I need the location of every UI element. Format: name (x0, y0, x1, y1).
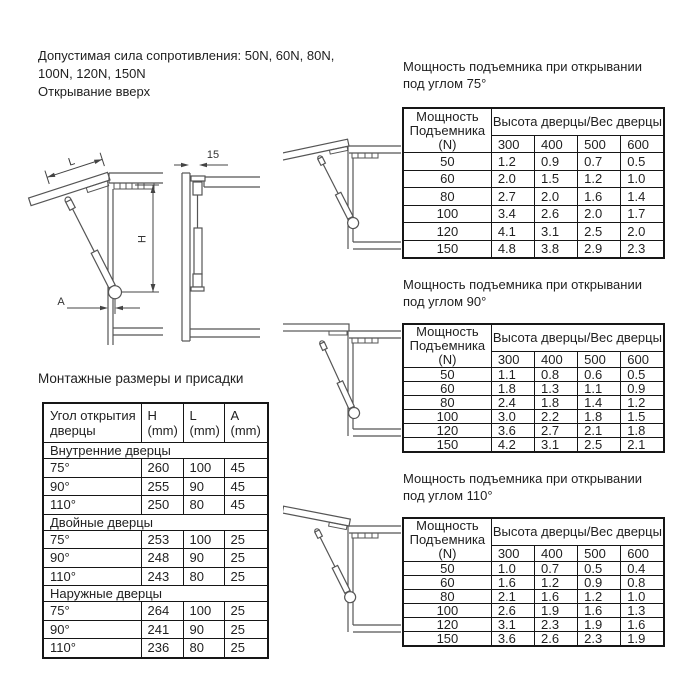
value-cell: 0.9 (578, 576, 621, 590)
value-cell: 100 (183, 530, 224, 549)
cabinet (348, 331, 401, 436)
power-section-110 (403, 470, 665, 647)
mounting-header-angle: Угол открытия дверцы (43, 403, 141, 443)
value-cell: 1.3 (621, 604, 664, 618)
value-cell: 100 (183, 602, 224, 621)
table-row (403, 424, 664, 438)
row-label-cell: 60 (403, 170, 491, 188)
value-cell: 1.5 (534, 170, 577, 188)
value-cell: 1.2 (534, 576, 577, 590)
power-title-75 (403, 58, 665, 92)
row-label-cell: 50 (403, 562, 491, 576)
mounting-header-row (43, 403, 268, 443)
power-header-row (403, 324, 664, 352)
power-group-header: Высота дверцы/Вес дверцы (491, 518, 664, 546)
table-row (43, 639, 268, 658)
intro-line: Открывание вверх (38, 84, 151, 99)
title-line: под углом 110° (403, 488, 493, 503)
value-cell: 2.6 (534, 205, 577, 223)
cabinet-top-panel (109, 173, 163, 183)
value-cell: 1.6 (491, 576, 534, 590)
row-label-cell: 150 (403, 632, 491, 647)
row-label-cell: 90° (43, 549, 141, 568)
power-section-90 (403, 276, 665, 453)
value-cell: 2.7 (491, 188, 534, 206)
value-cell: 2.3 (534, 618, 577, 632)
power-section-75 (403, 58, 665, 259)
value-cell: 253 (141, 530, 183, 549)
value-cell: 25 (224, 530, 268, 549)
value-cell: 3.6 (491, 424, 534, 438)
value-cell: 1.8 (491, 382, 534, 396)
value-cell: 2.0 (491, 170, 534, 188)
value-cell: 0.4 (621, 562, 664, 576)
value-cell: 25 (224, 549, 268, 568)
subheader-500: 500 (578, 546, 621, 562)
value-cell: 1.7 (621, 205, 664, 223)
dimension-L-label: L (66, 155, 77, 169)
value-cell: 2.3 (578, 632, 621, 647)
subheader-600: 600 (621, 136, 664, 153)
diagram-110-degrees (283, 493, 401, 643)
mounting-title: Монтажные размеры и присадки (38, 371, 244, 386)
value-cell: 45 (224, 459, 268, 478)
value-cell: 0.5 (621, 368, 664, 382)
table-row (43, 586, 268, 602)
value-cell: 243 (141, 567, 183, 586)
power-group-header: Высота дверцы/Вес дверцы (491, 108, 664, 136)
value-cell: 45 (224, 496, 268, 515)
table-row (43, 549, 268, 568)
row-label-cell: 150 (403, 438, 491, 453)
value-cell: 1.0 (491, 562, 534, 576)
row-label-cell: 80 (403, 188, 491, 206)
intro-line: 100N, 120N, 150N (38, 66, 146, 81)
table-row (43, 443, 268, 459)
table-row (403, 632, 664, 647)
section-row-cell: Двойные дверцы (43, 514, 268, 530)
value-cell: 1.5 (621, 410, 664, 424)
intro-text (38, 47, 334, 101)
cabinet-side-panel (108, 183, 113, 345)
mounting-header-h: H (mm) (141, 403, 183, 443)
power-table-90 (402, 323, 665, 453)
dimension-A-label: A (57, 296, 65, 308)
table-row (403, 240, 664, 258)
section-row-cell: Наружные дверцы (43, 586, 268, 602)
value-cell: 2.6 (491, 604, 534, 618)
table-row (43, 530, 268, 549)
row-label-cell: 90° (43, 620, 141, 639)
mounting-plate (114, 183, 154, 189)
value-cell: 25 (224, 639, 268, 658)
value-cell: 3.6 (491, 632, 534, 647)
title-line: Мощность подъемника при открывании (403, 471, 642, 486)
row-label-cell: 80 (403, 396, 491, 410)
row-label-cell: 60 (403, 576, 491, 590)
row-label-cell: 100 (403, 604, 491, 618)
door-open (283, 506, 350, 530)
value-cell: 100 (183, 459, 224, 478)
power-table-110 (402, 517, 665, 647)
value-cell: 264 (141, 602, 183, 621)
title-line: Мощность подъемника при открывании (403, 277, 642, 292)
value-cell: 4.1 (491, 223, 534, 241)
power-table-75 (402, 107, 665, 259)
cabinet (348, 526, 401, 632)
table-row (43, 567, 268, 586)
value-cell: 1.2 (578, 170, 621, 188)
value-cell: 2.6 (534, 632, 577, 647)
row-label-cell: 100 (403, 410, 491, 424)
main-open-door-diagram (25, 136, 165, 348)
table-row (43, 459, 268, 478)
mounting-table (42, 402, 269, 659)
value-cell: 2.0 (534, 188, 577, 206)
value-cell: 250 (141, 496, 183, 515)
table-row (403, 410, 664, 424)
section-row-cell: Внутренние дверцы (43, 443, 268, 459)
table-row (403, 223, 664, 241)
intro-line: Допустимая сила сопротивления: 50N, 60N, 80N, (38, 48, 335, 63)
value-cell: 1.9 (578, 618, 621, 632)
table-row (403, 562, 664, 576)
subheader-600: 600 (621, 352, 664, 368)
dimension-H-label: H (136, 235, 149, 243)
table-row (403, 170, 664, 188)
table-row (43, 602, 268, 621)
value-cell: 25 (224, 602, 268, 621)
table-row (43, 514, 268, 530)
value-cell: 1.2 (491, 153, 534, 171)
gas-strut (315, 156, 360, 231)
value-cell: 45 (224, 477, 268, 496)
power-header-row (403, 518, 664, 546)
table-row (403, 382, 664, 396)
value-cell: 3.8 (534, 240, 577, 258)
value-cell: 1.6 (621, 618, 664, 632)
row-label-cell: 120 (403, 424, 491, 438)
subheader-400: 400 (534, 546, 577, 562)
value-cell: 2.2 (534, 410, 577, 424)
value-cell: 1.0 (621, 590, 664, 604)
value-cell: 25 (224, 567, 268, 586)
subheader-400: 400 (534, 352, 577, 368)
value-cell: 2.7 (534, 424, 577, 438)
value-cell: 2.3 (621, 240, 664, 258)
row-label-cell: 100 (403, 205, 491, 223)
row-label-cell: 110° (43, 639, 141, 658)
subheader-300: 300 (491, 136, 534, 153)
value-cell: 0.9 (621, 382, 664, 396)
table-row (403, 590, 664, 604)
table-row (43, 477, 268, 496)
subheader-400: 400 (534, 136, 577, 153)
door-open (283, 324, 349, 335)
cabinet-bottom-panel (190, 329, 260, 337)
value-cell: 3.0 (491, 410, 534, 424)
value-cell: 3.1 (491, 618, 534, 632)
value-cell: 1.8 (621, 424, 664, 438)
value-cell: 1.6 (578, 188, 621, 206)
power-col1-header: Мощность Подъемника (N) (403, 324, 491, 368)
subheader-500: 500 (578, 136, 621, 153)
door-closed (182, 173, 190, 341)
value-cell: 0.8 (621, 576, 664, 590)
subheader-300: 300 (491, 546, 534, 562)
table-row (403, 153, 664, 171)
cabinet-bottom-panel (113, 328, 163, 335)
value-cell: 1.1 (578, 382, 621, 396)
value-cell: 4.2 (491, 438, 534, 453)
value-cell: 241 (141, 620, 183, 639)
subheader-300: 300 (491, 352, 534, 368)
table-row (43, 496, 268, 515)
power-col1-header: Мощность Подъемника (N) (403, 518, 491, 562)
value-cell: 2.0 (621, 223, 664, 241)
value-cell: 1.2 (621, 396, 664, 410)
value-cell: 3.1 (534, 438, 577, 453)
value-cell: 1.9 (534, 604, 577, 618)
dimension-H (122, 185, 159, 292)
gas-strut (63, 197, 124, 301)
mounting-header-l: L (mm) (183, 403, 224, 443)
value-cell: 248 (141, 549, 183, 568)
value-cell: 0.5 (578, 562, 621, 576)
row-label-cell: 150 (403, 240, 491, 258)
value-cell: 2.1 (491, 590, 534, 604)
value-cell: 1.8 (578, 410, 621, 424)
value-cell: 0.7 (534, 562, 577, 576)
value-cell: 2.5 (578, 223, 621, 241)
title-line: Мощность подъемника при открывании (403, 59, 642, 74)
row-label-cell: 110° (43, 567, 141, 586)
row-label-cell: 75° (43, 459, 141, 478)
value-cell: 2.4 (491, 396, 534, 410)
value-cell: 0.9 (534, 153, 577, 171)
title-line: под углом 75° (403, 76, 487, 91)
value-cell: 2.0 (578, 205, 621, 223)
power-title-90 (403, 276, 665, 310)
power-group-header: Высота дверцы/Вес дверцы (491, 324, 664, 352)
value-cell: 2.1 (578, 424, 621, 438)
value-cell: 1.6 (534, 590, 577, 604)
table-row (403, 438, 664, 453)
value-cell: 1.9 (621, 632, 664, 647)
row-label-cell: 80 (403, 590, 491, 604)
value-cell: 1.0 (621, 170, 664, 188)
table-row (403, 618, 664, 632)
row-label-cell: 75° (43, 602, 141, 621)
row-label-cell: 60 (403, 382, 491, 396)
value-cell: 90 (183, 549, 224, 568)
value-cell: 90 (183, 477, 224, 496)
diagram-90-degrees (283, 318, 401, 444)
value-cell: 1.6 (578, 604, 621, 618)
row-label-cell: 75° (43, 530, 141, 549)
value-cell: 80 (183, 639, 224, 658)
value-cell: 25 (224, 620, 268, 639)
table-row (43, 620, 268, 639)
value-cell: 1.3 (534, 382, 577, 396)
gas-strut (312, 529, 357, 605)
closed-door-diagram (172, 136, 260, 348)
subheader-500: 500 (578, 352, 621, 368)
cabinet (348, 146, 401, 249)
value-cell: 1.8 (534, 396, 577, 410)
value-cell: 255 (141, 477, 183, 496)
title-line: под углом 90° (403, 294, 487, 309)
mounting-header-a: A (mm) (224, 403, 268, 443)
value-cell: 0.6 (578, 368, 621, 382)
power-col1-header: Мощность Подъемника (N) (403, 108, 491, 153)
power-header-row (403, 108, 664, 136)
dimension-15-label: 15 (206, 149, 220, 161)
value-cell: 80 (183, 496, 224, 515)
value-cell: 1.4 (578, 396, 621, 410)
value-cell: 236 (141, 639, 183, 658)
value-cell: 2.1 (621, 438, 664, 453)
value-cell: 80 (183, 567, 224, 586)
power-title-110 (403, 470, 665, 504)
row-label-cell: 120 (403, 618, 491, 632)
value-cell: 1.2 (578, 590, 621, 604)
gas-strut-closed (191, 176, 205, 291)
value-cell: 3.4 (491, 205, 534, 223)
value-cell: 3.1 (534, 223, 577, 241)
dimension-A (57, 296, 140, 314)
value-cell: 0.7 (578, 153, 621, 171)
table-row (403, 188, 664, 206)
table-row (403, 396, 664, 410)
value-cell: 90 (183, 620, 224, 639)
table-row (403, 576, 664, 590)
row-label-cell: 50 (403, 153, 491, 171)
value-cell: 1.4 (621, 188, 664, 206)
value-cell: 4.8 (491, 240, 534, 258)
table-row (403, 205, 664, 223)
row-label-cell: 90° (43, 477, 141, 496)
cabinet-top-panel (204, 177, 260, 187)
row-label-cell: 120 (403, 223, 491, 241)
value-cell: 0.5 (621, 153, 664, 171)
door-open (283, 139, 350, 164)
value-cell: 2.9 (578, 240, 621, 258)
value-cell: 2.5 (578, 438, 621, 453)
gas-strut (317, 341, 361, 421)
table-row (403, 604, 664, 618)
value-cell: 1.1 (491, 368, 534, 382)
table-row (403, 368, 664, 382)
subheader-600: 600 (621, 546, 664, 562)
value-cell: 0.8 (534, 368, 577, 382)
dimension-15 (174, 149, 228, 167)
diagram-75-degrees (283, 136, 401, 262)
value-cell: 260 (141, 459, 183, 478)
row-label-cell: 110° (43, 496, 141, 515)
row-label-cell: 50 (403, 368, 491, 382)
